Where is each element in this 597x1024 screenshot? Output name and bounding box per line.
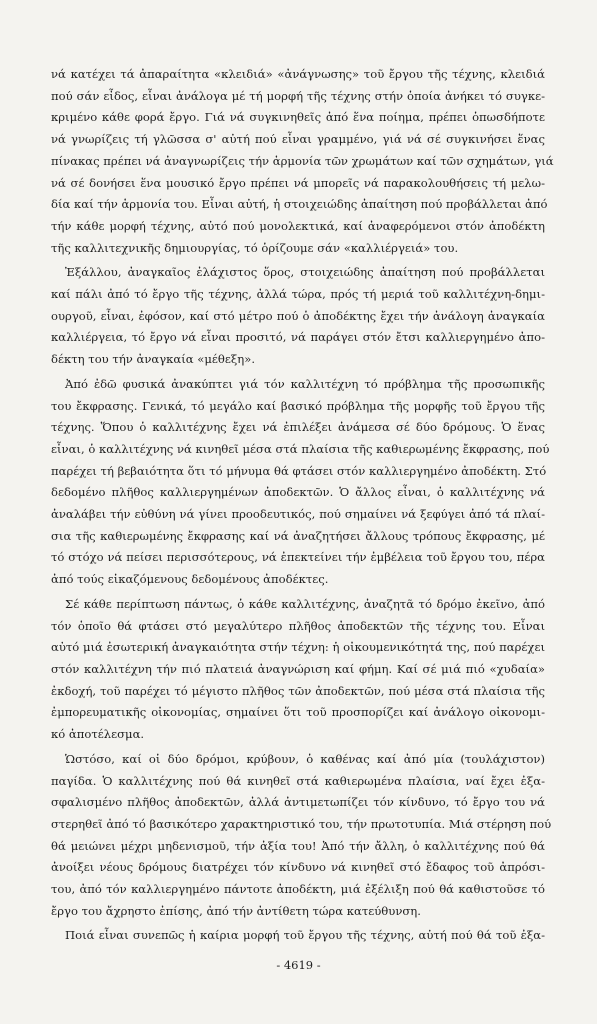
text-line: ἀνοίξει νέους δρόμους διατρέχει τόν κίνδυνο νά κινηθεῖ στό ἔδαφος τοῦ ἀπρόσι- <box>51 860 545 875</box>
text-line: τέχνης. Ὅπου ὁ καλλιτέχνης ἔχει νά ἐπιλέξει ἀνάμεσα σέ δύο δρόμους. Ὁ ἕνας <box>51 420 545 435</box>
text-line: παγίδα. Ὁ καλλιτέχνης πού θά κινηθεῖ στά καθιερωμένα πλαίσια, ναί ἔχει ἐξα- <box>51 773 545 788</box>
text-line: Ποιά εἶναι συνεπῶς ἡ καίρια μορφή τοῦ ἔργου τῆς τέχνης, αὐτή πού θά τοῦ ἐξα- <box>65 928 545 943</box>
text-line: στόν καλλιτέχνη τήν πιό πλατειά ἀναγνώριση καί φήμη. Καί σέ μιά πιό «χυδαία» <box>51 661 545 676</box>
text-line: καί πάλι ἀπό τό ἔργο τῆς τέχνης, ἀλλά τώρα, πρός τή μεριά τοῦ καλλιτέχνη-δημι- <box>51 287 545 302</box>
text-line: Ἀπό ἐδῶ φυσικά ἀνακύπτει γιά τόν καλλιτέχνη τό πρόβλημα τῆς προσωπικῆς <box>65 376 545 391</box>
text-line: καλλιέργεια, τό ἔργο νά εἶναι προσιτό, νά παράγει στόν ἔτσι καλλιεργημένο ἀπο- <box>51 330 545 345</box>
text-line: δέκτη του τήν ἀναγκαία «μέθεξη». <box>51 352 256 367</box>
text-line: ἐμπορευματικῆς οἰκονομίας, σημαίνει ὅτι τοῦ προσπορίζει καί ἀνάλογο οἰκονομι- <box>51 705 545 720</box>
text-line: νά κατέχει τά ἀπαραίτητα «κλειδιά» «ἀνάγνωσης» τοῦ ἔργου τῆς τέχνης, κλειδιά <box>51 67 545 81</box>
paragraph <box>51 262 545 371</box>
text-line: ἔργο του ἄχρηστο ἐπίσης, ἀπό τήν ἀντίθετη τώρα κατεύθυνση. <box>51 903 421 918</box>
text-line: εἶναι, ὁ καλλιτέχνης νά κινηθεῖ μέσα στά πλαίσια τῆς καθιερωμένης ἔκφρασης, πού <box>51 441 550 456</box>
text-line: νά σέ δονήσει ἕνα μουσικό ἔργο πρέπει νά μπορεῖς νά παρακολουθήσεις τή μελω- <box>51 175 545 190</box>
text-line: κό ἀποτέλεσμα. <box>51 727 145 742</box>
text-line: στερηθεῖ ἀπό τό βασικότερο χαρακτηριστικό του, τήν πρωτοτυπία. Μιά στέρηση πού <box>51 816 552 831</box>
text-line: τό στόχο νά πείσει περισσότερους, νά ἐπεκτείνει τήν ἐμβέλεια τοῦ ἔργου του, πέρα <box>51 550 545 565</box>
text-line: Ἐξάλλου, ἀναγκαῖος ἐλάχιστος ὅρος, στοιχειώδης ἀπαίτηση πού προβάλλεται <box>65 265 545 280</box>
text-line: τῆς καλλιτεχνικῆς δημιουργίας, τό ὁρίζουμε σάν «καλλιέργειά» του. <box>51 240 459 255</box>
text-line: ἀπό τούς εἰκαζόμενους δεδομένους ἀποδέκτες. <box>51 572 329 587</box>
text-line: θά μειώνει μέχρι μηδενισμοῦ, τήν ἀξία του! Ἀπό τήν ἄλλη, ὁ καλλιτέχνης πού θά <box>51 838 545 853</box>
text-line: παρέχει τή βεβαιότητα ὅτι τό μήνυμα θά φτάσει στόν καλλιεργημένο ἀποδέκτη. Στό <box>51 463 547 478</box>
text-line: πίνακας πρέπει νά ἀναγνωρίζεις τήν ἁρμονία τῶν χρωμάτων καί τῶν σχημάτων, γιά <box>51 153 554 168</box>
page-number: - 4619 - <box>276 958 321 972</box>
text-line: αὐτό μιά ἐσωτερική ἀναγκαιότητα στήν τέχνη: ἡ οἰκουμενικότητά της, πού παρέχει <box>51 640 545 655</box>
text-line: νά γνωρίζεις τή γλῶσσα σ' αὐτή πού εἶναι γραμμένο, γιά νά σέ συγκινήσει ἕνας <box>51 132 545 147</box>
text-line: του, ἀπό τόν καλλιεργημένο πάντοτε ἀποδέκτη, μιά ἐξέλιξη πού θά καθιστοῦσε τό <box>51 882 545 897</box>
text-line: κριμένο κάθε φορά ἔργο. Γιά νά συγκινηθεῖς ἀπό ἕνα ποίημα, πρέπει ὁπωσδήποτε <box>51 110 545 125</box>
body-text <box>51 64 554 947</box>
paragraph <box>51 749 552 923</box>
text-line: πού σάν εἶδος, εἶναι ἀνάλογα μέ τή μορφή τῆς τέχνης στήν ὁποία ἀνήκει τό συγκε- <box>51 88 545 103</box>
text-line: τήν κάθε μορφή τέχνης, αὐτό πού μονολεκτικά, καί ἀναφερόμενοι στόν ἀποδέκτη <box>51 218 545 233</box>
text-line: Σέ κάθε περίπτωση πάντως, ὁ κάθε καλλιτέχνης, ἀναζητᾶ τό δρόμο ἐκεῖνο, ἀπό <box>65 596 545 611</box>
text-line: σια τῆς καθιερωμένης ἔκφρασης καί νά ἀναζητήσει ἄλλους τρόπους ἔκφρασης, μέ <box>51 528 545 543</box>
text-line: σφαλισμένο πλῆθος ἀποδεκτῶν, ἀλλά ἀντιμετωπίζει τόν κίνδυνο, τό ἔργο του νά <box>51 795 545 810</box>
text-line: δεδομένο πλῆθος καλλιεργημένων ἀποδεκτῶν. Ὁ ἄλλος εἶναι, ὁ καλλιτέχνης νά <box>51 485 545 500</box>
text-line: ἀναλάβει τήν εὐθύνη νά γίνει προοδευτικός, πού σημαίνει νά ξεφύγει ἀπό τά πλαί- <box>51 507 545 522</box>
text-line: του ἔκφρασης. Γενικά, τό μεγάλο καί βασικό πρόβλημα τῆς μορφῆς τοῦ ἔργου τῆς <box>51 398 545 413</box>
paragraph <box>51 925 545 947</box>
paragraph <box>51 374 550 591</box>
text-line: τόν ὁποῖο θά φτάσει στό μεγαλύτερο πλῆθος ἀποδεκτῶν τῆς τέχνης του. Εἶναι <box>51 618 545 633</box>
text-line: Ὡστόσο, καί οἱ δύο δρόμοι, κρύβουν, ὁ καθένας καί ἀπό μία (τουλάχιστον) <box>65 751 545 766</box>
paragraph <box>51 594 545 746</box>
paragraph <box>51 64 554 259</box>
text-line: ἐκδοχή, τοῦ παρέχει τό μέγιστο πλῆθος τῶν ἀποδεκτῶν, πού μέσα στά πλαίσια τῆς <box>51 683 545 698</box>
text-line: ουργοῦ, εἶναι, ἐφόσον, καί στό μέτρο πού ὁ ἀποδέκτης ἔχει τήν ἀνάλογη ἀναγκαία <box>51 308 545 323</box>
text-line: δία καί τήν ἁρμονία του. Εἶναι αὐτή, ἡ στοιχειώδης ἀπαίτηση πού προβάλλεται ἀπό <box>51 197 548 212</box>
